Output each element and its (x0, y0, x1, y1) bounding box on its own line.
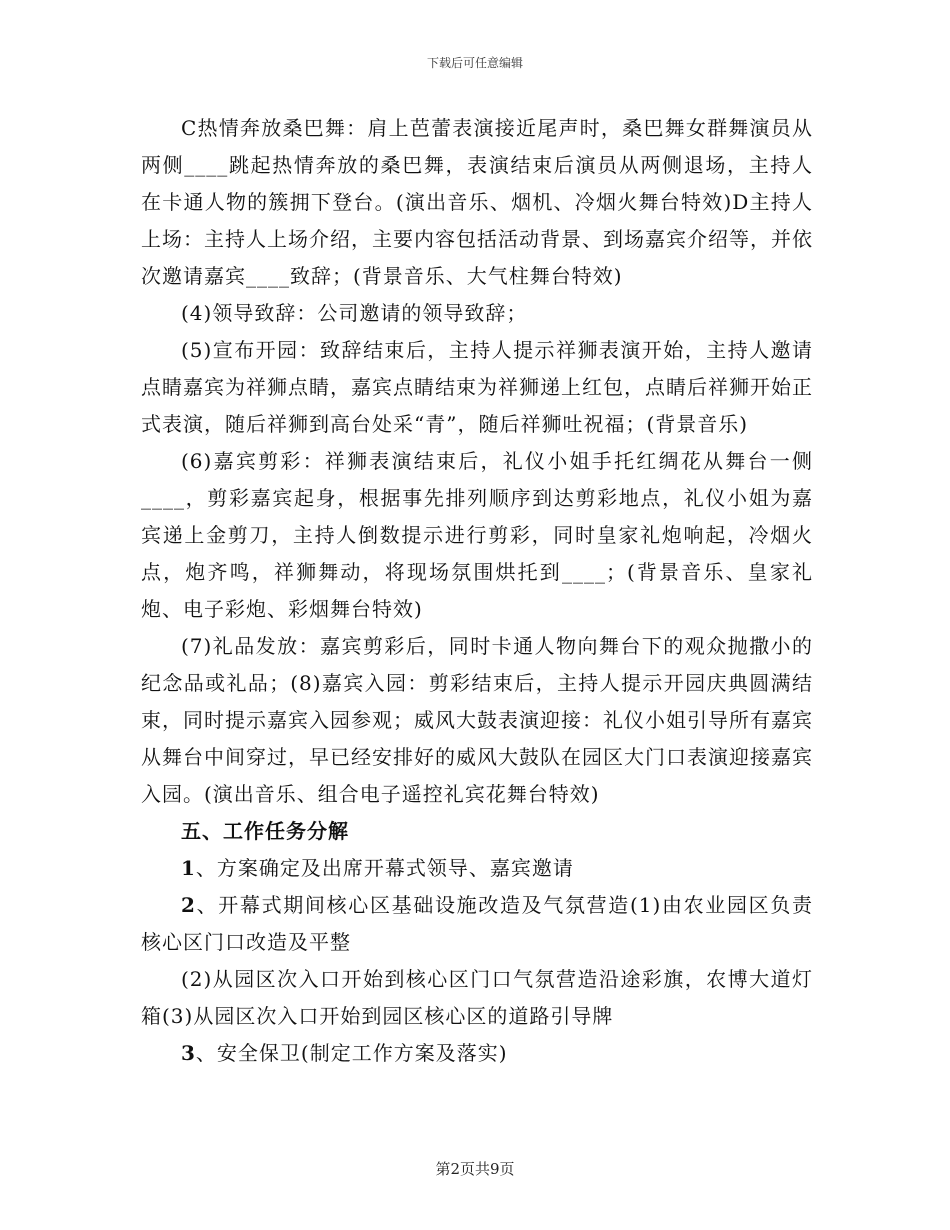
document-body (141, 110, 813, 1072)
task-item-3 (141, 1035, 813, 1072)
paragraph-ribbon-cutting: (6)嘉宾剪彩：祥狮表演结束后，礼仪小姐手托红绸花从舞台一侧____，剪彩嘉宾起身，根据事先排列顺序到达剪彩地点，礼仪小姐为嘉宾递上金剪刀，主持人倒数提示进行剪彩，同时皇家礼炮响起，冷烟火点，炮齐鸣，祥狮舞动，将现场氛围烘托到____；(背景音乐、皇家礼炮、电子彩炮、彩烟舞台特效) (141, 449, 813, 621)
paragraph-opening-announcement: (5)宣布开园：致辞结束后，主持人提示祥狮表演开始，主持人邀请点睛嘉宾为祥狮点睛，嘉宾点睛结束为祥狮递上红包，点睛后祥狮开始正式表演，随后祥狮到高台处采“青”，随后祥狮吐祝福；(背景音乐) (141, 338, 813, 436)
task-number: 2 (181, 893, 196, 917)
task-number: 3 (181, 1041, 196, 1065)
paragraph-gifts-entry: (7)礼品发放：嘉宾剪彩后，同时卡通人物向舞台下的观众抛撒小的纪念品或礼品；(8)嘉宾入园：剪彩结束后，主持人提示开园庆典圆满结束，同时提示嘉宾入园参观；威风大鼓表演迎接：礼仪小姐引导所有嘉宾从舞台中间穿过，早已经安排好的威风大鼓队在园区大门口表演迎接嘉宾入园。(演出音乐、组合电子遥控礼宾花舞台特效) (141, 634, 813, 806)
paragraph-leader-speech: (4)领导致辞：公司邀请的领导致辞； (181, 301, 528, 325)
task-text: 、开幕式期间核心区基础设施改造及气氛营造(1)由农业园区负责核心区门口改造及平整 (141, 893, 813, 954)
page-header: 下载后可任意编辑 (426, 56, 523, 70)
paragraph-samba-host: C热情奔放桑巴舞：肩上芭蕾表演接近尾声时，桑巴舞女群舞演员从两侧____跳起热情奔放的桑巴舞，表演结束后演员从两侧退场，主持人在卡通人物的簇拥下登台。(演出音乐、烟机、冷烟火舞台特效)D主持人上场：主持人上场介绍，主要内容包括活动背景、到场嘉宾介绍等，并依次邀请嘉宾____致辞；(背景音乐、大气柱舞台特效) (141, 116, 813, 288)
task-item-2 (141, 887, 813, 961)
task-text: 、方案确定及出席开幕式领导、嘉宾邀请 (195, 856, 574, 880)
task-text: 、安全保卫(制定工作方案及落实) (195, 1041, 508, 1065)
section-heading: 五、工作任务分解 (181, 819, 349, 843)
task-number: 1 (181, 856, 196, 880)
page-number: 第2页共9页 (435, 1160, 515, 1178)
task-item-2-continued (141, 961, 813, 1035)
task-item-1 (141, 850, 813, 887)
task-text: (2)从园区次入口开始到核心区门口气氛营造沿途彩旗，农博大道灯箱(3)从园区次入口开始到园区核心区的道路引导牌 (141, 967, 813, 1028)
